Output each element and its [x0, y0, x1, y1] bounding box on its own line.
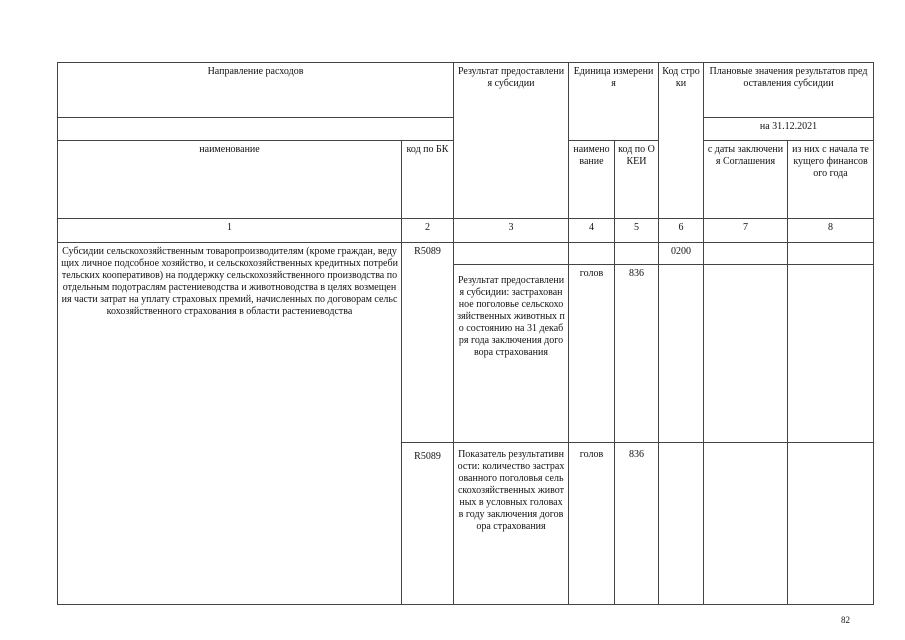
- plan-from-agreement: [704, 443, 788, 605]
- unit-cell-empty: [569, 243, 615, 265]
- column-number: 5: [615, 219, 659, 243]
- plan-from-agreement: [704, 265, 788, 443]
- plan-from-year-start: [788, 243, 874, 265]
- okei-code: 836: [615, 443, 659, 605]
- column-number: 7: [704, 219, 788, 243]
- header-name: наименование: [58, 141, 402, 219]
- header-direction: Направление расходов: [58, 63, 454, 118]
- result-text: Результат предоставления субсидии: застрахованное поголовье сельскохозяйственных животных по состоянию на 31 декабря года заключения договора страхования: [454, 265, 569, 443]
- table-row: [58, 243, 874, 265]
- column-number-row: [58, 219, 874, 243]
- header-from-agreement: с даты заключения Соглашения: [704, 141, 788, 219]
- header-bk-code: код по БК: [402, 141, 454, 219]
- column-number: 8: [788, 219, 874, 243]
- header-line-code: Код строки: [659, 63, 704, 219]
- okei-cell-empty: [615, 243, 659, 265]
- expense-name: Субсидии сельскохозяйственным товаропроизводителям (кроме граждан, ведущих личное подсобное хозяйство, и сельскохозяйственных кредитных потребительских кооперативов) на поддержку сельскохозяйственного производства по отдельным подотраслям растениеводства и животноводства в целях возмещения части затрат на уплату страховых премий, начисленных по договорам сельскохозяйственного страхования в области растениеводства: [58, 243, 402, 605]
- column-number: 6: [659, 219, 704, 243]
- header-unit: Единица измерения: [569, 63, 659, 141]
- line-code: 0200: [659, 243, 704, 265]
- unit-name: голов: [569, 265, 615, 443]
- header-plan: Плановые значения результатов предоставления субсидии: [704, 63, 874, 118]
- unit-name: голов: [569, 443, 615, 605]
- result-cell-empty: [454, 243, 569, 265]
- column-number: 2: [402, 219, 454, 243]
- plan-from-year-start: [788, 265, 874, 443]
- header-as-of: на 31.12.2021: [704, 118, 874, 141]
- header-unit-name: наименование: [569, 141, 615, 219]
- header-okei-code: код по ОКЕИ: [615, 141, 659, 219]
- bk-code: R5089: [402, 443, 454, 605]
- header-result: Результат предоставления субсидии: [454, 63, 569, 219]
- column-number: 3: [454, 219, 569, 243]
- plan-from-agreement: [704, 243, 788, 265]
- okei-code: 836: [615, 265, 659, 443]
- header-from-year-start: из них с начала текущего финансового года: [788, 141, 874, 219]
- column-number: 1: [58, 219, 402, 243]
- line-code-empty: [659, 265, 704, 443]
- page-number: 82: [841, 615, 850, 625]
- subsidy-results-table: [57, 62, 874, 605]
- header-direction-spacer: [58, 118, 454, 141]
- result-text: Показатель результативности: количество застрахованного поголовья сельскохозяйственных животных в условных головах в году заключения договора страхования: [454, 443, 569, 605]
- bk-code: R5089: [402, 243, 454, 443]
- plan-from-year-start: [788, 443, 874, 605]
- line-code-empty: [659, 443, 704, 605]
- column-number: 4: [569, 219, 615, 243]
